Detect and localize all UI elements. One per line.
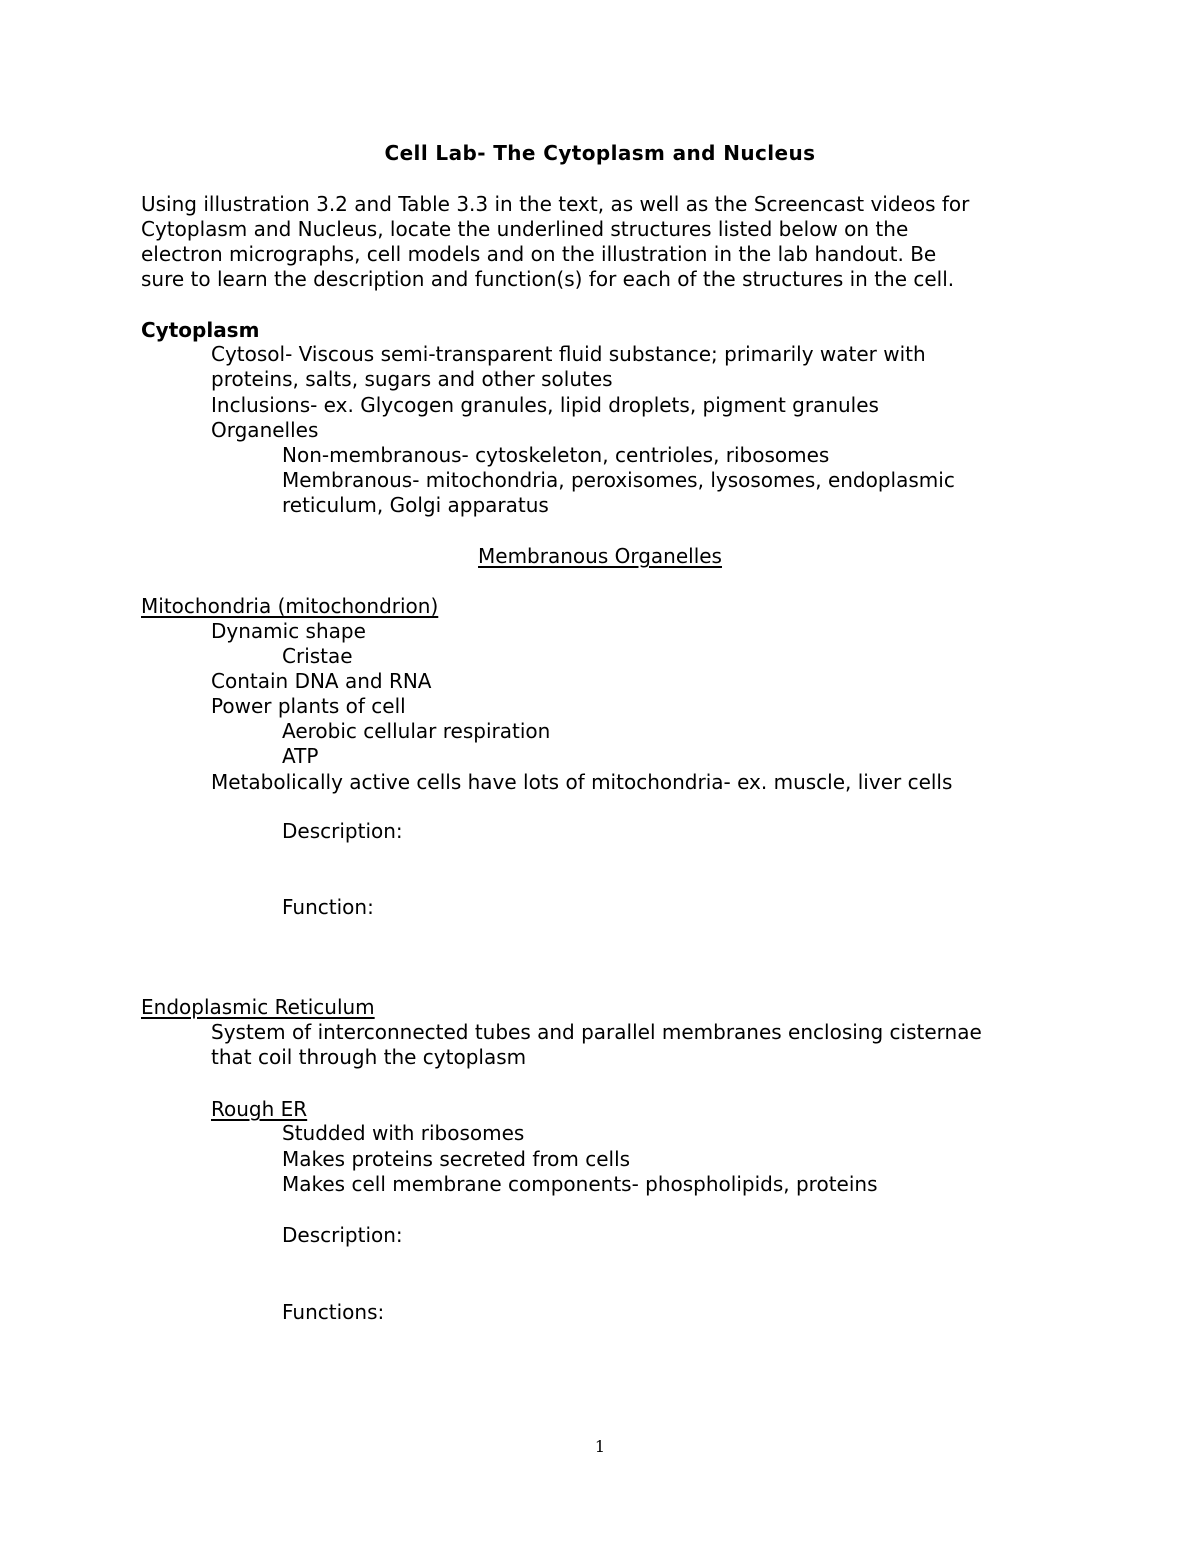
er-functions-label: Functions: xyxy=(282,1300,385,1324)
cytosol-line-1: Cytosol- Viscous semi-transparent fluid substance; primarily water with xyxy=(211,342,926,366)
intro-line-3: electron micrographs, cell models and on the illustration in the lab handout. Be xyxy=(141,242,937,266)
cytoplasm-heading: Cytoplasm xyxy=(141,318,260,342)
intro-line-2: Cytoplasm and Nucleus, locate the underlined structures listed below on the xyxy=(141,217,909,241)
mitochondria-heading: Mitochondria (mitochondrion) xyxy=(141,594,439,618)
atp-line: ATP xyxy=(282,744,319,768)
membranous-line-1: Membranous- mitochondria, peroxisomes, lysosomes, endoplasmic xyxy=(282,468,955,492)
non-membranous-line: Non-membranous- cytoskeleton, centrioles, ribosomes xyxy=(282,443,830,467)
membrane-components-line: Makes cell membrane components- phospholipids, proteins xyxy=(282,1172,878,1196)
intro-line-1: Using illustration 3.2 and Table 3.3 in the text, as well as the Screencast videos for xyxy=(141,192,970,216)
er-system-line-1: System of interconnected tubes and parallel membranes enclosing cisternae xyxy=(211,1020,982,1044)
metabolic-line: Metabolically active cells have lots of mitochondria- ex. muscle, liver cells xyxy=(211,770,953,794)
membranous-line-2: reticulum, Golgi apparatus xyxy=(282,493,549,517)
rough-er-heading: Rough ER xyxy=(211,1097,308,1121)
document-title: Cell Lab- The Cytoplasm and Nucleus xyxy=(384,141,816,165)
power-plants-line: Power plants of cell xyxy=(211,694,406,718)
page-number: 1 xyxy=(594,1437,606,1456)
organelles-line: Organelles xyxy=(211,418,319,442)
cytosol-line-2: proteins, salts, sugars and other solutes xyxy=(211,367,613,391)
er-heading: Endoplasmic Reticulum xyxy=(141,995,375,1019)
er-system-line-2: that coil through the cytoplasm xyxy=(211,1045,527,1069)
mito-description-label: Description: xyxy=(282,819,403,843)
dynamic-shape-line: Dynamic shape xyxy=(211,619,366,643)
membranous-organelles-heading: Membranous Organelles xyxy=(478,544,722,568)
mito-function-label: Function: xyxy=(282,895,374,919)
er-description-label: Description: xyxy=(282,1223,403,1247)
inclusions-line: Inclusions- ex. Glycogen granules, lipid droplets, pigment granules xyxy=(211,393,879,417)
intro-line-4: sure to learn the description and function(s) for each of the structures in the cell. xyxy=(141,267,955,291)
aerobic-line: Aerobic cellular respiration xyxy=(282,719,551,743)
cristae-line: Cristae xyxy=(282,644,353,668)
studded-line: Studded with ribosomes xyxy=(282,1121,525,1145)
secreted-proteins-line: Makes proteins secreted from cells xyxy=(282,1147,631,1171)
dna-rna-line: Contain DNA and RNA xyxy=(211,669,432,693)
